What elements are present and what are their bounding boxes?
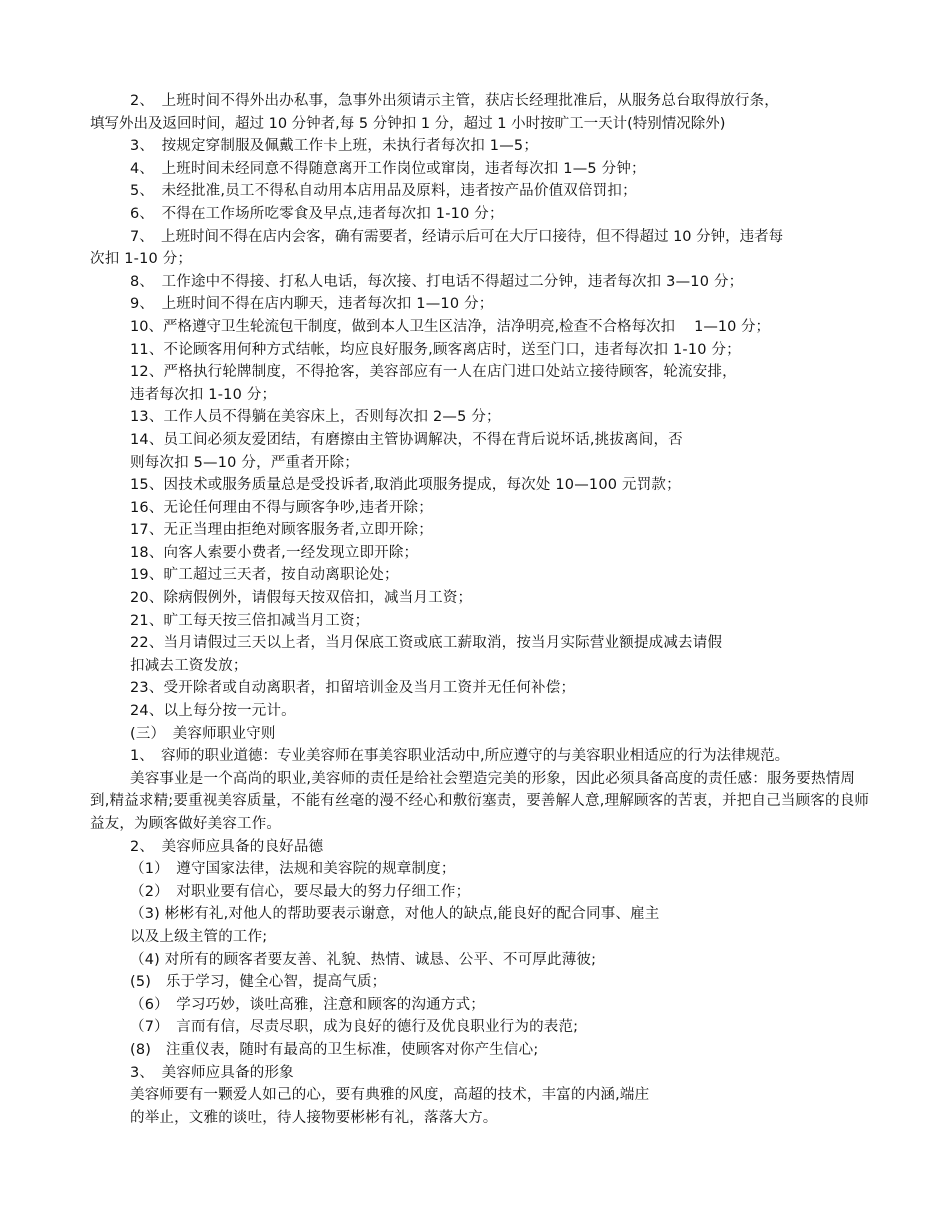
image-heading: 3、 美容师应具备的形象 xyxy=(130,1064,294,1081)
rule-6: 6、 不得在工作场所吃零食及早点,违者每次扣 1-10 分； xyxy=(130,205,504,222)
section-heading: (三） 美容师职业守则 xyxy=(130,725,276,742)
rule-15: 15、因技术或服务质量总是受投诉者,取消此项服务提成，每次处 10—100 元罚款； xyxy=(130,477,681,494)
rule-16: 16、无论任何理由不得与顾客争吵,违者开除； xyxy=(130,499,433,516)
rule-5: 5、 未经批准,员工不得私自动用本店用品及原料，违者按产品价值双倍罚扣； xyxy=(130,183,637,200)
rule-3: 3、 按规定穿制服及佩戴工作卡上班，未执行者每次扣 1—5； xyxy=(130,138,539,155)
rule-2-line-2: 填写外出及返回时间，超过 10 分钟者,每 5 分钟扣 1 分，超过 1 小时按旷工一天计(特别情况除外) xyxy=(90,115,726,132)
rule-2-line-1: 2、 上班时间不得外出办私事，急事外出须请示主管，获店长经理批准后，从服务总台取得放行条， xyxy=(130,93,779,109)
quality-heading: 2、 美容师应具备的良好品德 xyxy=(130,838,324,855)
rule-11: 11、不论顾客用何种方式结帐，均应良好服务,顾客离店时，送至门口，违者每次扣 1-10 分； xyxy=(130,341,741,358)
rule-12-line-2: 违者每次扣 1-10 分； xyxy=(130,386,277,403)
quality-4: （4) 对所有的顾客者要友善、礼貌、热情、诚恳、公平、不可厚此薄彼; xyxy=(130,951,597,968)
image-line-1: 美容师要有一颗爱人如己的心，要有典雅的风度，高超的技术，丰富的内涵,端庄 xyxy=(130,1087,650,1104)
quality-2: （2） 对职业要有信心，要尽最大的努力仔细工作； xyxy=(130,883,471,900)
quality-3-line-2: 以及上级主管的工作; xyxy=(130,928,268,945)
quality-5: (5) 乐于学习，健全心智，提高气质； xyxy=(130,974,387,991)
rule-19: 19、旷工超过三天者，按自动离职论处； xyxy=(130,567,399,584)
rule-14-line-1: 14、员工间必须友爱团结，有磨擦由主管协调解决，不得在背后说坏话,挑拔离间，否 xyxy=(130,431,683,448)
rule-22-line-1: 22、当月请假过三天以上者，当月保底工资或底工薪取消，按当月实际营业额提成减去请假 xyxy=(130,635,723,652)
ethics-paragraph: 美容事业是一个高尚的职业,美容师的责任是给社会塑造完美的形象，因此必须具备高度的责任感：服务要热情周到,精益求精;要重视美容质量，不能有丝毫的漫不经心和敷衍塞责，要善解人意,理解顾客的苦衷，并把自己当顾客的良师益友，为顾客做好美容工作。 xyxy=(90,770,870,832)
rule-12-line-1: 12、严格执行轮牌制度，不得抢客，美容部应有一人在店门进口处站立接待顾客，轮流安排， xyxy=(130,364,737,381)
document-body xyxy=(90,90,870,1129)
rule-24: 24、以上每分按一元计。 xyxy=(130,703,296,720)
rule-22-line-2: 扣减去工资发放； xyxy=(130,657,248,674)
rule-20: 20、除病假例外，请假每天按双倍扣，减当月工资； xyxy=(130,590,473,607)
rule-10: 10、严格遵守卫生轮流包干制度，做到本人卫生区洁净，洁净明亮,检查不合格每次扣 1—10 分； xyxy=(130,318,770,335)
rule-4: 4、 上班时间未经同意不得随意离开工作岗位或窜岗，违者每次扣 1—5 分钟； xyxy=(130,160,646,177)
rule-23: 23、受开除者或自动离职者，扣留培训金及当月工资并无任何补偿； xyxy=(130,680,576,697)
rule-14-line-2: 则每次扣 5—10 分，严重者开除； xyxy=(130,454,359,471)
rule-8: 8、 工作途中不得接、打私人电话，每次接、打电话不得超过二分钟，违者每次扣 3—10 分； xyxy=(130,273,744,290)
quality-1: （1） 遵守国家法律，法规和美容院的规章制度； xyxy=(130,861,456,878)
rule-7-line-2: 次扣 1-10 分； xyxy=(90,251,193,268)
quality-8: (8) 注重仪表，随时有最高的卫生标准，使顾客对你产生信心; xyxy=(130,1041,539,1058)
rule-9: 9、 上班时间不得在店内聊天，违者每次扣 1—10 分； xyxy=(130,296,494,313)
image-line-2: 的举止，文雅的谈吐，待人接物要彬彬有礼，落落大方。 xyxy=(130,1109,498,1126)
rule-18: 18、向客人索要小费者,一经发现立即开除； xyxy=(130,544,419,561)
rule-21: 21、旷工每天按三倍扣减当月工资； xyxy=(130,612,370,629)
rule-13: 13、工作人员不得躺在美容床上，否则每次扣 2—5 分； xyxy=(130,409,501,426)
rule-17: 17、无正当理由拒绝对顾客服务者,立即开除； xyxy=(130,522,433,539)
quality-6: （6） 学习巧妙，谈吐高雅，注意和顾客的沟通方式； xyxy=(130,996,485,1013)
quality-3-line-1: （3) 彬彬有礼,对他人的帮助要表示谢意，对他人的缺点,能良好的配合同事、雇主 xyxy=(130,906,660,923)
ethics-line: 1、 容师的职业道德：专业美容师在事美容职业活动中,所应遵守的与美容职业相适应的行为法律规范。 xyxy=(130,748,790,765)
rule-7-line-1: 7、 上班时间不得在店内会客，确有需要者，经请示后可在大厅口接待，但不得超过 10 分钟，违者每 xyxy=(130,228,784,245)
quality-7: （7） 言而有信，尽责尽职，成为良好的德行及优良职业行为的表范; xyxy=(130,1019,579,1036)
